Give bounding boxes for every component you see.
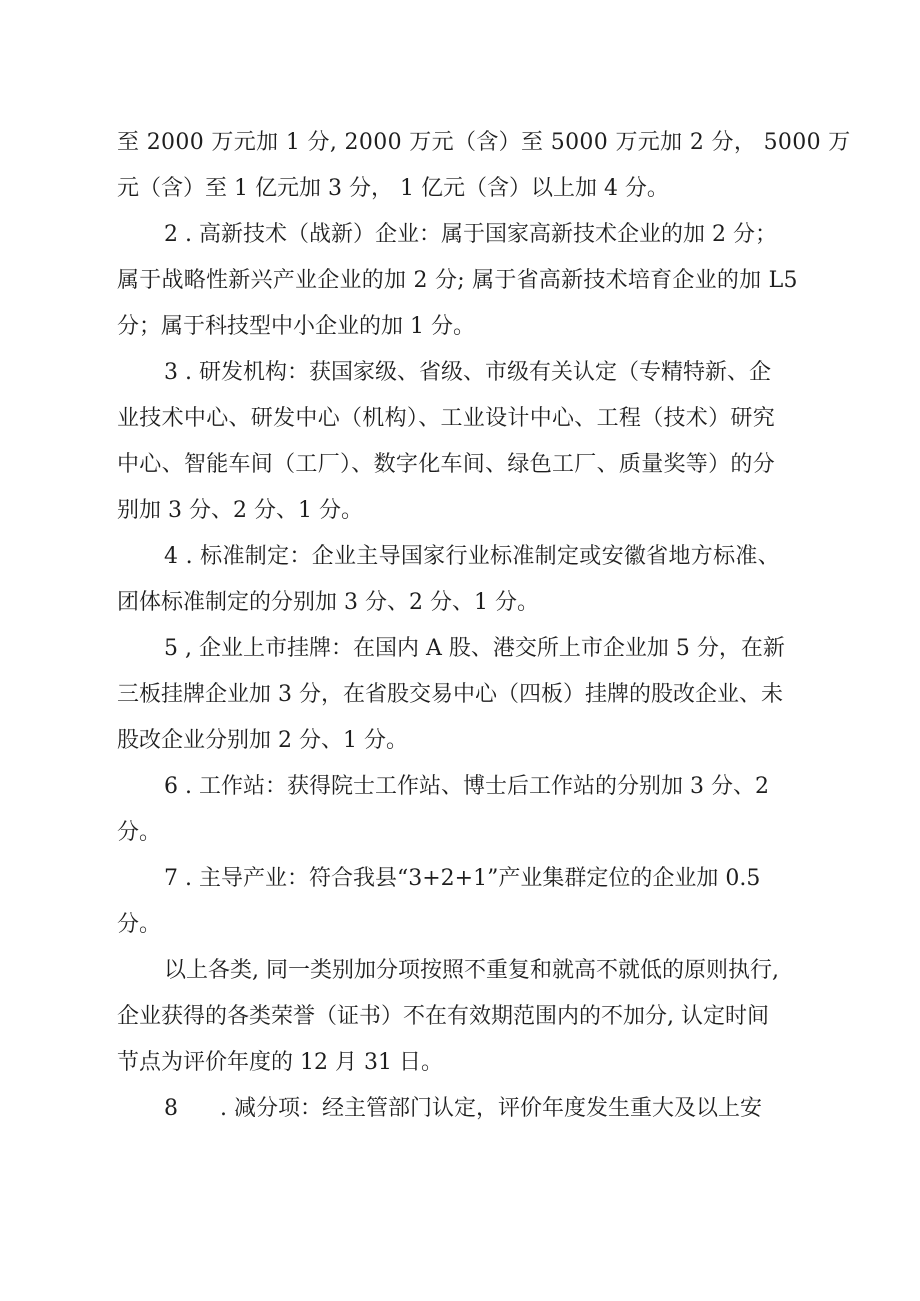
text-line-16: 分。 — [117, 820, 162, 845]
text-line-5: 分；属于科技型中小企业的加 1 分。 — [117, 314, 475, 339]
text-line-17: 7 . 主导产业：符合我县“3+2+1”产业集群定位的企业加 0.5 — [164, 866, 761, 891]
text-line-21: 节点为评价年度的 12 月 31 日。 — [117, 1050, 443, 1075]
text-line-9: 别加 3 分、2 分、1 分。 — [117, 498, 363, 523]
text-line-13: 三板挂牌企业加 3 分，在省股交易中心（四板）挂牌的股改企业、未 — [117, 682, 783, 707]
text-line-14: 股改企业分别加 2 分、1 分。 — [117, 728, 408, 753]
text-line-19: 以上各类, 同一类别加分项按照不重复和就高不就低的原则执行, — [164, 958, 779, 983]
text-line-8: 中心、智能车间（工厂）、数字化车间、绿色工厂、质量奖等）的分 — [117, 452, 776, 477]
text-line-12: 5 , 企业上市挂牌：在国内 A 股、港交所上市企业加 5 分，在新 — [164, 636, 785, 661]
text-line-15: 6 . 工作站：获得院士工作站、博士后工作站的分别加 3 分、2 — [164, 774, 769, 799]
text-line-11: 团体标准制定的分别加 3 分、2 分、1 分。 — [117, 590, 539, 615]
text-line-22: 8 . 减分项：经主管部门认定，评价年度发生重大及以上安 — [164, 1096, 762, 1121]
text-line-18: 分。 — [117, 912, 162, 937]
text-line-20: 企业获得的各类荣誉（证书）不在有效期范围内的不加分, 认定时间 — [117, 1004, 769, 1029]
text-line-2: 元（含）至 1 亿元加 3 分， 1 亿元（含）以上加 4 分。 — [117, 176, 669, 201]
text-line-3: 2 . 高新技术（战新）企业：属于国家高新技术企业的加 2 分； — [164, 222, 777, 247]
text-line-4: 属于战略性新兴产业企业的加 2 分; 属于省高新技术培育企业的加 L5 — [117, 268, 798, 293]
text-line-10: 4 . 标准制定：企业主导国家行业标准制定或安徽省地方标准、 — [164, 544, 780, 569]
text-line-7: 业技术中心、研发中心（机构）、工业设计中心、工程（技术）研究 — [117, 406, 776, 431]
text-line-1: 至 2000 万元加 1 分, 2000 万元（含）至 5000 万元加 2 分， 5000 万 — [117, 130, 851, 155]
text-line-6: 3 . 研发机构：获国家级、省级、市级有关认定（专精特新、企 — [164, 360, 771, 385]
